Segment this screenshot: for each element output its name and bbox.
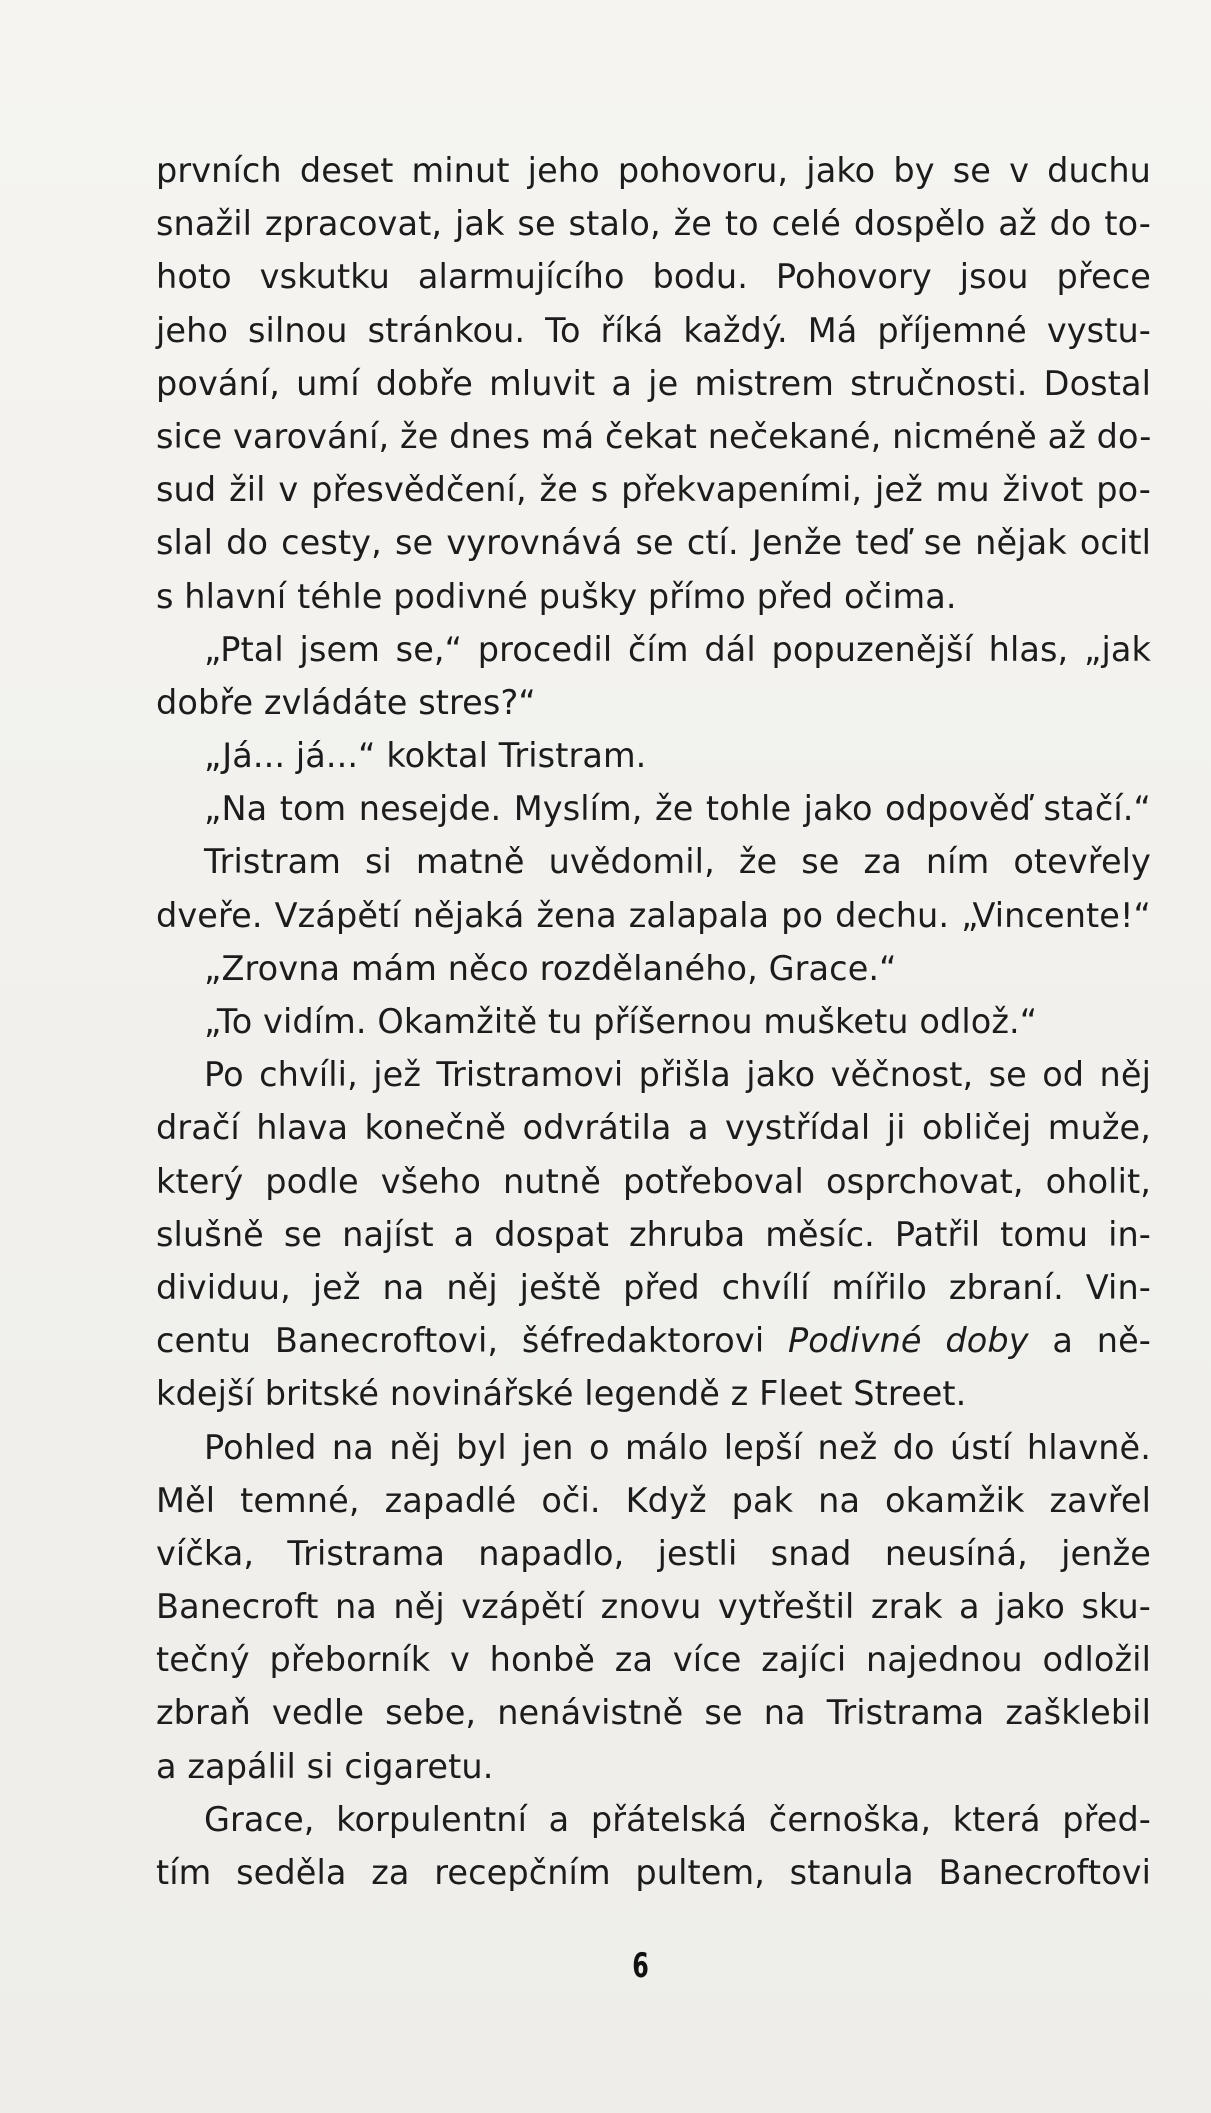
text-line: Tristram si matně uvědomil, že se za ním otevřely: [204, 842, 1151, 882]
text-line: dividuu, jež na něj ještě před chvílí mířilo zbraní. Vin-: [156, 1267, 1151, 1307]
text-line: tečný přeborník v honbě za více zajíci najednou odložil: [156, 1640, 1151, 1680]
text-line: s hlavní téhle podivné pušky přímo před očima.: [156, 576, 957, 616]
text-line: prvních deset minut jeho pohovoru, jako by se v duchu: [156, 151, 1151, 190]
text-line: dveře. Vzápětí nějaká žena zalapala po dechu. „Vincente!“: [156, 895, 1151, 935]
text-line: jeho silnou stránkou. To říká každý. Má příjemné vystu-: [156, 310, 1151, 350]
text-line: kdejší britské novinářské legendě z Fleet Street.: [156, 1374, 967, 1414]
text-line: Měl temné, zapadlé oči. Když pak na okamžik zavřel: [156, 1480, 1151, 1520]
text-line: Banecroft na něj vzápětí znovu vytřeštil zrak a jako sku-: [156, 1587, 1151, 1627]
magazine-title: Podivné doby: [788, 1321, 1029, 1361]
text-line: slal do cesty, se vyrovnává se ctí. Jenže teď se nějak ocitl: [156, 523, 1151, 563]
text-line: hoto vskutku alarmujícího bodu. Pohovory jsou přece: [156, 257, 1151, 297]
text-line: Pohled na něj byl jen o málo lepší než do ústí hlavně.: [204, 1427, 1151, 1467]
page-number: 6: [632, 1946, 649, 1986]
text-line: a zapálil si cigaretu.: [156, 1746, 494, 1786]
text-line: tím seděla za recepčním pultem, stanula Banecroftovi: [156, 1853, 1151, 1892]
text-line: sud žil v přesvědčení, že s překvapeními, jež mu život po-: [156, 470, 1151, 510]
text-line: sice varování, že dnes má čekat nečekané, nicméně až do-: [156, 416, 1152, 456]
body-text: [156, 144, 1151, 1899]
text-line: dračí hlava konečně odvrátila a vystřídal ji obličej muže,: [156, 1108, 1151, 1148]
text-line: slušně se najíst a dospat zhruba měsíc. Patřil tomu in-: [156, 1214, 1151, 1254]
text-line: „Já... já...“ koktal Tristram.: [204, 736, 647, 776]
text-line: „Na tom nesejde. Myslím, že tohle jako odpověď stačí.“: [204, 789, 1151, 829]
text-line: snažil zpracovat, jak se stalo, že to celé dospělo až do to-: [156, 204, 1151, 244]
text-line: zbraň vedle sebe, nenávistně se na Tristrama zašklebil: [156, 1693, 1151, 1733]
text-line: „To vidím. Okamžitě tu příšernou mušketu odlož.“: [204, 1002, 1038, 1041]
text-line: pování, umí dobře mluvit a je mistrem stručnosti. Dostal: [156, 363, 1151, 403]
text-line: „Zrovna mám něco rozdělaného, Grace.“: [204, 948, 897, 988]
text-line: centu Banecroftovi, šéfredaktorovi Podivné doby a ně-: [156, 1321, 1151, 1361]
text-line: Po chvíli, jež Tristramovi přišla jako věčnost, se od něj: [204, 1055, 1151, 1095]
text-line: víčka, Tristrama napadlo, jestli snad neusíná, jenže: [156, 1533, 1151, 1573]
text-line: dobře zvládáte stres?“: [156, 682, 536, 722]
text-line: Grace, korpulentní a přátelská černoška, která před-: [204, 1799, 1151, 1839]
text-line: který podle všeho nutně potřeboval osprchovat, oholit,: [156, 1161, 1151, 1201]
text-line: „Ptal jsem se,“ procedil čím dál popuzenější hlas, „jak: [204, 629, 1151, 669]
